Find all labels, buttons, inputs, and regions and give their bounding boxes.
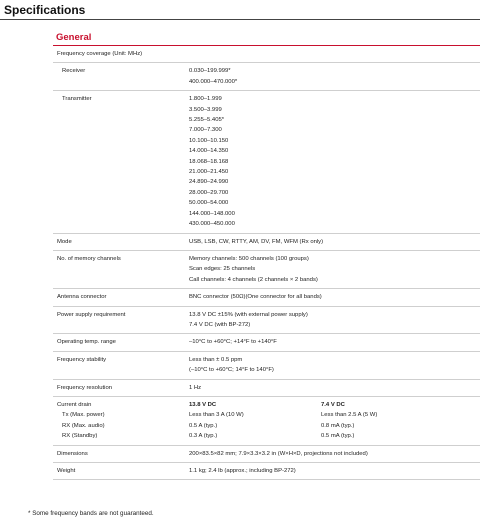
page-title: Specifications bbox=[4, 3, 86, 17]
weight-value: 1.1 kg; 2.4 lb (approx.; including BP-272) bbox=[189, 468, 296, 474]
title-divider bbox=[0, 19, 480, 20]
mode-label: Mode bbox=[57, 238, 72, 245]
section-heading: General bbox=[53, 30, 480, 46]
current-drain-sublabel: Tx (Max. power) bbox=[62, 412, 105, 419]
memory-channels-value: Call channels: 4 channels (2 channels × 2 bands) bbox=[189, 276, 318, 283]
memory-channels-value: Memory channels: 500 channels (100 groups) bbox=[189, 255, 309, 262]
mode-row bbox=[53, 234, 480, 251]
frequency-resolution-label: Frequency resolution bbox=[57, 384, 113, 391]
current-drain-value: Less than 2.5 A (5 W) bbox=[321, 412, 378, 419]
transmitter-range: 7.000–7.300 bbox=[189, 127, 222, 134]
column-heading: 7.4 V DC bbox=[321, 401, 345, 408]
power-supply-label: Power supply requirement bbox=[57, 311, 126, 318]
power-supply-row bbox=[53, 307, 480, 335]
receiver-range: 0.030–199.999* bbox=[189, 68, 231, 75]
transmitter-range: 10.100–10.150 bbox=[189, 137, 229, 144]
antenna-connector-value: BNC connector (50Ω)(One connector for all bands) bbox=[189, 294, 322, 301]
transmitter-range: 18.068–18.168 bbox=[189, 158, 229, 165]
transmitter-label: Transmitter bbox=[62, 96, 92, 103]
transmitter-range: 50.000–54.000 bbox=[189, 200, 229, 207]
transmitter-range: 3.500–3.999 bbox=[189, 106, 222, 113]
dimensions-row bbox=[53, 446, 480, 463]
memory-channels-value: Scan edges: 25 channels bbox=[189, 266, 256, 273]
weight-label: Weight bbox=[57, 468, 76, 474]
current-drain-7v-column bbox=[321, 400, 377, 442]
transmitter-row bbox=[53, 91, 480, 233]
operating-temp-row bbox=[53, 334, 480, 351]
power-supply-value: 7.4 V DC (with BP-272) bbox=[189, 321, 251, 328]
current-drain-sublabel: RX (Max. audio) bbox=[62, 422, 105, 429]
dimensions-label: Dimensions bbox=[57, 450, 88, 457]
frequency-resolution-value: 1 Hz bbox=[189, 384, 202, 391]
dimensions-value: 200×83.5×82 mm; 7.9×3.3×3.2 in (W×H×D, projections not included) bbox=[189, 450, 368, 457]
frequency-stability-row bbox=[53, 352, 480, 380]
current-drain-value: 0.3 A (typ.) bbox=[189, 433, 218, 440]
transmitter-range: 5.255–5.405* bbox=[189, 117, 225, 124]
current-drain-label: Current drain bbox=[57, 401, 92, 408]
transmitter-range: 14.000–14.350 bbox=[189, 148, 229, 155]
transmitter-range: 430.000–450.000 bbox=[189, 221, 235, 228]
operating-temp-value: –10°C to +60°C; +14°F to +140°F bbox=[189, 339, 277, 346]
current-drain-sublabel: RX (Standby) bbox=[62, 433, 98, 440]
antenna-connector-label: Antenna connector bbox=[57, 294, 107, 301]
operating-temp-label: Operating temp. range bbox=[57, 339, 116, 346]
receiver-row bbox=[53, 63, 480, 91]
transmitter-range: 1.800–1.999 bbox=[189, 96, 222, 103]
receiver-label: Receiver bbox=[62, 68, 86, 75]
receiver-range: 400.000–470.000* bbox=[189, 78, 238, 85]
frequency-stability-value: Less than ± 0.5 ppm bbox=[189, 356, 243, 363]
memory-channels-row bbox=[53, 251, 480, 289]
power-supply-value: 13.8 V DC ±15% (with external power supply) bbox=[189, 311, 308, 318]
footnote: * Some frequency bands are not guaranteed. bbox=[28, 510, 154, 517]
transmitter-range: 21.000–21.450 bbox=[189, 169, 229, 176]
current-drain-value: 0.5 mA (typ.) bbox=[321, 433, 355, 440]
column-heading: 13.8 V DC bbox=[189, 401, 217, 408]
frequency-resolution-row bbox=[53, 380, 480, 397]
weight-row bbox=[53, 463, 480, 480]
frequency-stability-label: Frequency stability bbox=[57, 356, 107, 363]
current-drain-row bbox=[53, 397, 480, 446]
frequency-coverage-label: Frequency coverage (Unit: MHz) bbox=[57, 51, 143, 57]
frequency-coverage-header bbox=[53, 46, 480, 63]
current-drain-13v-column bbox=[189, 400, 244, 442]
frequency-stability-value: (–10°C to +60°C; 14°F to 140°F) bbox=[189, 367, 274, 374]
mode-value: USB, LSB, CW, RTTY, AM, DV, FM, WFM (Rx only) bbox=[189, 238, 324, 245]
current-drain-value: 0.8 mA (typ.) bbox=[321, 422, 355, 429]
spec-table bbox=[53, 30, 480, 480]
antenna-connector-row bbox=[53, 289, 480, 306]
transmitter-range: 28.000–29.700 bbox=[189, 189, 229, 196]
memory-channels-label: No. of memory channels bbox=[57, 255, 121, 262]
current-drain-value: Less than 3 A (10 W) bbox=[189, 412, 244, 419]
transmitter-range: 24.890–24.990 bbox=[189, 179, 229, 186]
current-drain-value: 0.5 A (typ.) bbox=[189, 422, 218, 429]
transmitter-range: 144.000–148.000 bbox=[189, 210, 235, 217]
